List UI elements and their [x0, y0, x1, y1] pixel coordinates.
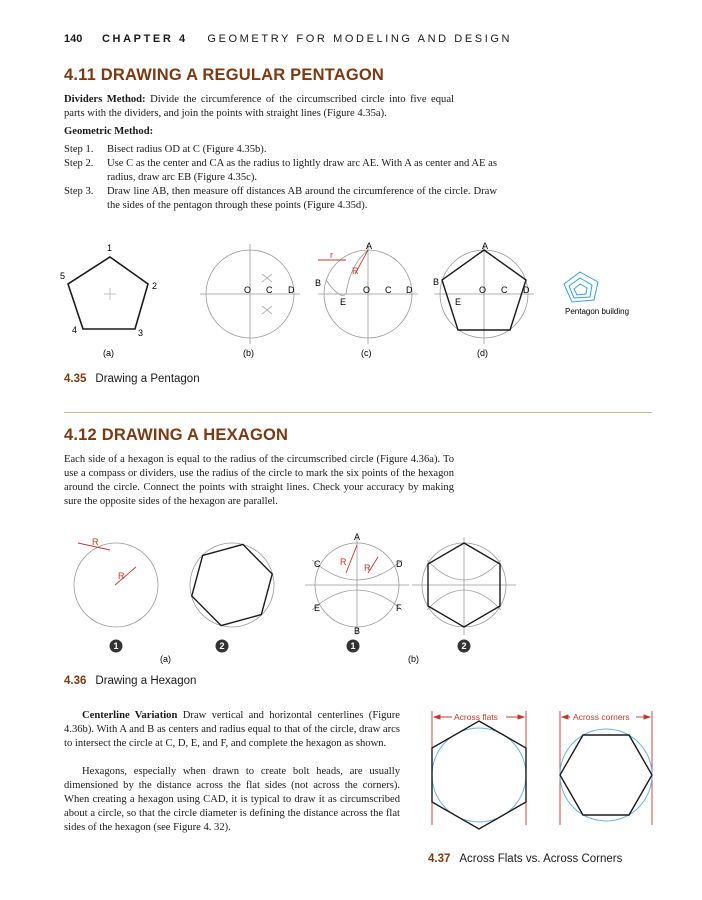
pt-label-5: 5: [60, 271, 66, 281]
sub-label-436a: (a): [160, 654, 171, 664]
section-heading-pentagon: 4.11 DRAWING A REGULAR PENTAGON: [64, 66, 385, 84]
a1-R-top: R: [92, 537, 99, 547]
pt-label-4: 4: [72, 325, 78, 335]
dividers-text: Divide the circumference of the circumscribed circle into five equal parts with the dividers, and join the points with straight lines (Figure 4.35a).: [64, 94, 454, 119]
centerline-lead: Centerline Variation: [82, 710, 178, 721]
label-c-O: O: [363, 285, 371, 295]
label-d-O: O: [479, 285, 487, 295]
label-b-C: C: [266, 285, 273, 295]
figure-4-35: [0, 230, 702, 370]
across-corners-hexagon: [560, 735, 652, 815]
b1-E: E: [314, 603, 321, 613]
sub-label-436b: (b): [408, 654, 419, 664]
sub-label-c: (c): [361, 348, 372, 358]
label-d-A: A: [482, 241, 489, 251]
sub-label-a: (a): [103, 348, 114, 358]
pentagon-building-inset: [564, 272, 598, 302]
across-flats-label: Across flats: [454, 712, 498, 722]
across-corners-label: Across corners: [573, 712, 630, 722]
badge-a1: 1: [113, 641, 119, 651]
label-d-B: B: [433, 277, 440, 287]
label-c-A: A: [366, 241, 373, 251]
across-flats-hexagon: [432, 721, 526, 829]
a1-R: R: [118, 571, 125, 581]
label-d-E: E: [455, 297, 462, 307]
pentagon-a: [68, 257, 148, 329]
figure-4-37-caption: 4.37 Across Flats vs. Across Corners: [428, 853, 623, 865]
b1-B: B: [354, 626, 361, 636]
label-c-C: C: [385, 285, 392, 295]
section-divider: [64, 412, 652, 413]
label-b-D: D: [288, 285, 295, 295]
label-c-B: B: [315, 278, 322, 288]
dividers-paragraph: [64, 93, 454, 121]
hexagon-paragraph: Each side of a hexagon is equal to the radius of the circumscribed circle (Figure 4.36a). To use a compass or dividers, use the radius of the circle to mark the six points of the hexagon around the circle. Connect the points with straight lines. Check your accuracy by making sure the opposite sides of the hexagon are parallel.: [64, 454, 454, 507]
figure-4-36-caption: 4.36 Drawing a Hexagon: [64, 675, 197, 687]
page-number: 140: [64, 33, 83, 45]
b1-C: C: [314, 559, 321, 569]
b1-R2: R: [364, 563, 371, 573]
section-heading-hexagon: 4.12 DRAWING A HEXAGON: [64, 426, 289, 444]
dividers-lead: Dividers Method:: [64, 94, 146, 105]
sub-label-b: (b): [243, 348, 254, 358]
figure-4-36: [0, 525, 702, 670]
pt-label-2: 2: [152, 281, 158, 291]
b1-D: D: [396, 559, 403, 569]
figure-4-37: [418, 705, 668, 845]
centerline-paragraph: Centerline Variation Draw vertical and horizontal centerlines (Figure 4.36b). With A and B as centers and radius equal to that of the circle, draw arcs to intersect the circle at C, D, E, and F, and complete the hexagon as shown.: [64, 710, 400, 749]
badge-b1: 1: [350, 641, 356, 651]
running-header: [64, 33, 512, 45]
b1-A: A: [354, 532, 361, 542]
across-flats-circle: [432, 728, 526, 822]
label-c-E: E: [340, 297, 347, 307]
pt-label-3: 3: [138, 328, 144, 338]
step-2: Step 2. Use C as the center and CA as the radius to lightly draw arc AE. With A as center and AE as radius, draw arc EB (Figure 4.35c).: [64, 158, 497, 183]
label-c-r: r: [330, 250, 333, 260]
geometric-lead: Geometric Method:: [64, 126, 154, 137]
figure-4-35-caption: 4.35 Drawing a Pentagon: [64, 373, 200, 385]
b1-F: F: [396, 603, 402, 613]
hexagon-dimension-paragraph: Hexagons, especially when drawn to create bolt heads, are usually dimensioned by the distance across the flat sides (not across the corners). When creating a hexagon using CAD, it is typical to draw it as circumscribed about a circle, so that the circle diameter is defining the distance across the flat sides of the hexagon (see Figure 4. 32).: [64, 766, 400, 833]
sub-label-d: (d): [477, 348, 488, 358]
chapter-title: GEOMETRY FOR MODELING AND DESIGN: [207, 33, 513, 45]
inset-caption: Pentagon building: [565, 307, 630, 316]
step-1: Step 1. Bisect radius OD at C (Figure 4.35b).: [64, 144, 267, 155]
pt-label-1: 1: [107, 243, 113, 253]
chapter-label: CHAPTER 4: [102, 33, 188, 45]
label-d-D: D: [523, 285, 530, 295]
across-corners-circle: [560, 729, 652, 821]
label-b-O: O: [244, 285, 252, 295]
label-d-C: C: [501, 285, 508, 295]
badge-a2: 2: [219, 641, 225, 651]
label-c-D: D: [406, 285, 413, 295]
label-c-R: R: [352, 266, 359, 276]
b1-R: R: [340, 557, 347, 567]
step-3: Step 3. Draw line AB, then measure off distances AB around the circumference of the circle. Draw the sides of the pentagon through these points (Figure 4.35d).: [64, 186, 497, 211]
badge-b2: 2: [461, 641, 467, 651]
